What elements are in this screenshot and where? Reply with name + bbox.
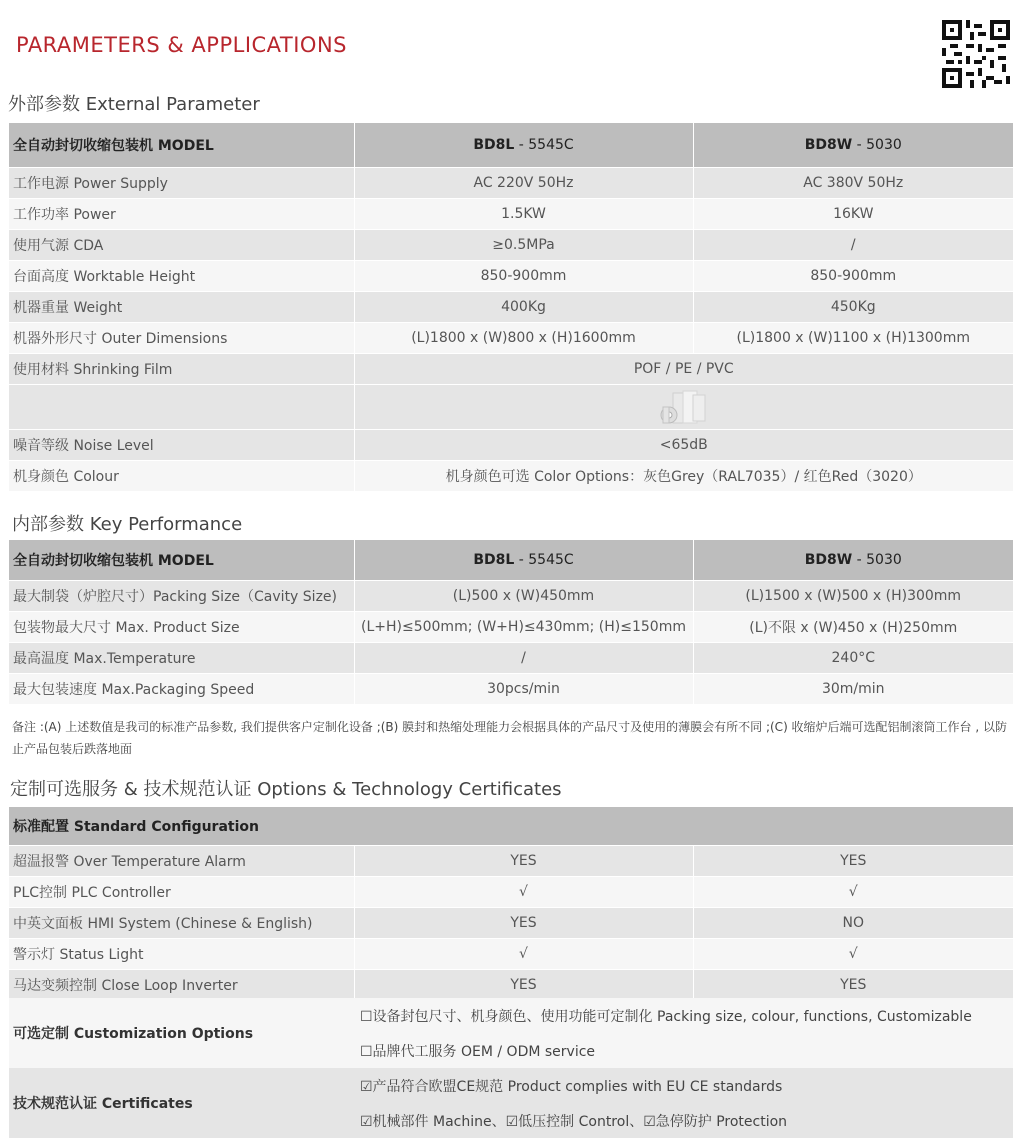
table-header-row	[9, 123, 1013, 168]
row-label: PLC控制 PLC Controller	[9, 877, 354, 908]
table-row	[9, 168, 1013, 199]
table-row	[9, 908, 1013, 939]
value-bd8l: 1.5KW	[354, 199, 693, 230]
row-label: 噪音等级 Noise Level	[9, 430, 354, 461]
model-header-bd8l: BD8L - 5545C	[354, 540, 693, 581]
customization-row	[9, 998, 1013, 1033]
value-bd8l: 30pcs/min	[354, 674, 693, 705]
model-header-label: 全自动封切收缩包装机 MODEL	[9, 540, 354, 581]
table-row	[9, 430, 1013, 461]
value-bd8w: YES	[693, 970, 1013, 1001]
customization-item: ☐设备封包尺寸、机身颜色、使用功能可定制化 Packing size, colour, functions, Customizable	[354, 998, 1013, 1033]
row-label: 使用气源 CDA	[9, 230, 354, 261]
value-bd8w: 30m/min	[693, 674, 1013, 705]
value-bd8w: (L)1800 x (W)1100 x (H)1300mm	[693, 323, 1013, 354]
value-bd8l: ≥0.5MPa	[354, 230, 693, 261]
table-row	[9, 970, 1013, 1001]
table-row	[9, 199, 1013, 230]
value-bd8l: (L)500 x (W)450mm	[354, 581, 693, 612]
row-label: 工作功率 Power	[9, 199, 354, 230]
value-bd8w: (L)1500 x (W)500 x (H)300mm	[693, 581, 1013, 612]
value-bd8w: 450Kg	[693, 292, 1013, 323]
row-label: 超温报警 Over Temperature Alarm	[9, 846, 354, 877]
table-row	[9, 261, 1013, 292]
standard-configuration-table	[9, 807, 1013, 1001]
row-label: 最高温度 Max.Temperature	[9, 643, 354, 674]
table-header-row	[9, 807, 1013, 846]
row-label: 机器外形尺寸 Outer Dimensions	[9, 323, 354, 354]
row-label: 工作电源 Power Supply	[9, 168, 354, 199]
row-label: 机身颜色 Colour	[9, 461, 354, 492]
value-bd8w: √	[693, 877, 1013, 908]
row-label: 机器重量 Weight	[9, 292, 354, 323]
row-label: 包装物最大尺寸 Max. Product Size	[9, 612, 354, 643]
value-noise: <65dB	[354, 430, 1013, 461]
value-bd8w: /	[693, 230, 1013, 261]
value-bd8w: 16KW	[693, 199, 1013, 230]
table-row	[9, 612, 1013, 643]
row-label: 最大包装速度 Max.Packaging Speed	[9, 674, 354, 705]
standard-configuration-label: 标准配置 Standard Configuration	[9, 807, 1013, 846]
value-bd8w: 240°C	[693, 643, 1013, 674]
film-rolls-icon	[657, 389, 711, 425]
value-bd8l: YES	[354, 908, 693, 939]
value-bd8w: NO	[693, 908, 1013, 939]
footnote: 备注 :(A) 上述数值是我司的标准产品参数, 我们提供客户定制化设备 ;(B) 膜封和热缩处理能力会根据具体的产品尺寸及使用的薄膜会有所不同 ;(C) 收缩炉后端可选配铝制滚筒工作台 , 以防止产品包装后跌落地面	[12, 720, 1008, 756]
value-bd8l: (L+H)≤500mm; (W+H)≤430mm; (H)≤150mm	[354, 612, 693, 643]
value-bd8w: YES	[693, 846, 1013, 877]
value-bd8l: √	[354, 939, 693, 970]
row-label: 使用材料 Shrinking Film	[9, 354, 354, 385]
row-label: 最大制袋（炉腔尺寸）Packing Size（Cavity Size)	[9, 581, 354, 612]
table-row	[9, 581, 1013, 612]
certificate-item: ☑产品符合欧盟CE规范 Product complies with EU CE standards	[354, 1068, 1013, 1103]
certificate-item: ☑机械部件 Machine、☑低压控制 Control、☑急停防护 Protection	[354, 1103, 1013, 1138]
model-header-bd8w: BD8W - 5030	[693, 540, 1013, 581]
value-bd8w: 850-900mm	[693, 261, 1013, 292]
model-header-bd8w: BD8W - 5030	[693, 123, 1013, 168]
value-bd8l: AC 220V 50Hz	[354, 168, 693, 199]
value-film: POF / PE / PVC	[354, 354, 1013, 385]
table-header-row	[9, 540, 1013, 581]
value-bd8l: 850-900mm	[354, 261, 693, 292]
table-row	[9, 292, 1013, 323]
certificates-row	[9, 1068, 1013, 1103]
table-row	[9, 877, 1013, 908]
table-row	[9, 643, 1013, 674]
table-row	[9, 846, 1013, 877]
page-title: PARAMETERS & APPLICATIONS	[16, 33, 347, 57]
options-title: 定制可选服务 & 技术规范认证 Options & Technology Certificates	[10, 779, 562, 800]
value-bd8l: YES	[354, 970, 693, 1001]
model-header-bd8l: BD8L - 5545C	[354, 123, 693, 168]
value-bd8w: (L)不限 x (W)450 x (H)250mm	[693, 612, 1013, 643]
row-label: 中英文面板 HMI System (Chinese & English)	[9, 908, 354, 939]
table-row	[9, 230, 1013, 261]
value-colour: 机身颜色可选 Color Options：灰色Grey（RAL7035）/ 红色Red（3020）	[354, 461, 1013, 492]
row-label: 警示灯 Status Light	[9, 939, 354, 970]
table-row	[9, 939, 1013, 970]
customization-item: ☐品牌代工服务 OEM / ODM service	[354, 1033, 1013, 1068]
customization-label: 可选定制 Customization Options	[9, 998, 354, 1068]
film-image-cell	[354, 385, 1013, 430]
table-row	[9, 323, 1013, 354]
table-row	[9, 461, 1013, 492]
value-bd8w: AC 380V 50Hz	[693, 168, 1013, 199]
options-certificates-table	[9, 998, 1013, 1138]
row-label: 台面高度 Worktable Height	[9, 261, 354, 292]
value-bd8l: (L)1800 x (W)800 x (H)1600mm	[354, 323, 693, 354]
row-label-empty	[9, 385, 354, 430]
key-performance-title: 内部参数 Key Performance	[12, 514, 243, 535]
value-bd8l: 400Kg	[354, 292, 693, 323]
external-parameter-table	[9, 123, 1013, 492]
value-bd8l: YES	[354, 846, 693, 877]
row-label: 马达变频控制 Close Loop Inverter	[9, 970, 354, 1001]
external-parameter-title: 外部参数 External Parameter	[8, 94, 260, 115]
value-bd8l: √	[354, 877, 693, 908]
model-header-label: 全自动封切收缩包装机 MODEL	[9, 123, 354, 168]
value-bd8w: √	[693, 939, 1013, 970]
table-row	[9, 674, 1013, 705]
qr-code-icon	[942, 20, 1010, 88]
table-row	[9, 385, 1013, 430]
key-performance-table	[9, 540, 1013, 705]
value-bd8l: /	[354, 643, 693, 674]
certificates-label: 技术规范认证 Certificates	[9, 1068, 354, 1138]
table-row	[9, 354, 1013, 385]
